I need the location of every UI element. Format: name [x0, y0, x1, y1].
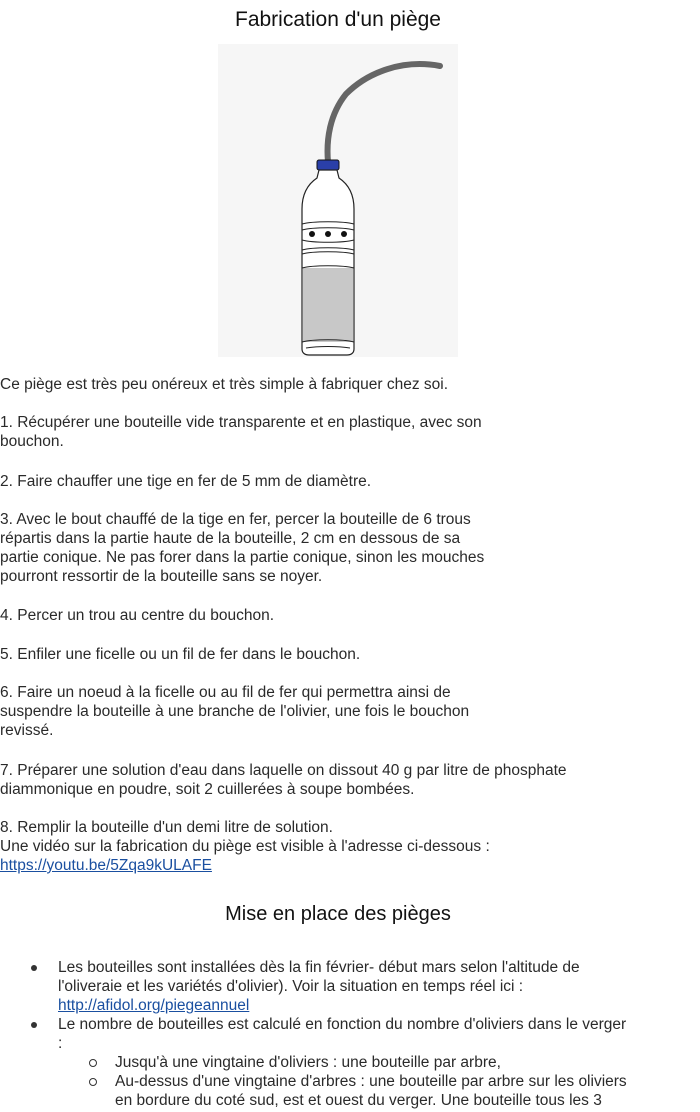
step-1: 1. Récupérer une bouteille vide transparente et en plastique, avec son bouchon. [0, 414, 482, 450]
step-6: 6. Faire un noeud à la ficelle ou au fil de fer qui permettra ainsi de suspendre la bouteille à une branche de l'olivier, une fois le bouchon revissé. [0, 684, 470, 739]
step-5: 5. Enfiler une ficelle ou un fil de fer dans le bouchon. [0, 646, 361, 663]
bullet-icon [31, 965, 37, 971]
section-title: Mise en place des pièges [225, 903, 451, 925]
hole [341, 231, 347, 237]
hole [325, 231, 331, 237]
step-2: 2. Faire chauffer une tige en fer de 5 mm de diamètre. [0, 473, 372, 490]
bottle-trap-drawing [218, 44, 458, 357]
bullet-icon [31, 1022, 37, 1028]
step-4: 4. Percer un trou au centre du bouchon. [0, 607, 275, 624]
sub-list-item: Jusqu'à une vingtaine d'oliviers : une bouteille par arbre, [58, 1053, 690, 1072]
list-item: Les bouteilles sont installées dès la fin février- début mars selon l'altitude de l'oliveraie et les variétés d'olivier). Voir la situation en temps réel ici : http://afidol.org/piegeannuel [0, 958, 690, 1015]
step-3: 3. Avec le bout chauffé de la tige en fer, percer la bouteille de 6 trous répartis dans la partie haute de la bouteille, 2 cm en dessous de sa partie conique. Ne pas forer dans la partie conique, sinon les mouches pourront ressortir de la bouteille sans se noyer. [0, 511, 485, 585]
string-line [328, 64, 440, 162]
sub-list [58, 1053, 690, 1110]
page-title: Fabrication d'un piège [235, 8, 441, 31]
circle-bullet-icon [89, 1078, 97, 1086]
step-8: 8. Remplir la bouteille d'un demi litre de solution. Une vidéo sur la fabrication du piège est visible à l'adresse ci-dessous : https://youtu.be/5Zqa9kULAFE [0, 819, 490, 874]
step-7: 7. Préparer une solution d'eau dans laquelle on dissout 40 g par litre de phosphate diammonique en poudre, soit 2 cuillerées à soupe bombées. [0, 762, 567, 798]
list-item: Le nombre de bouteilles est calculé en fonction du nombre d'oliviers dans le verger : Jusqu'à une vingtaine d'oliviers : une bouteille par arbre, Au-dessus d'une vingtaine d'arbres : une bouteille par arbre sur les oliviers en bordure du coté sud, est et ouest du verger. Une bouteille tous les 3 [0, 1015, 690, 1110]
circle-bullet-icon [89, 1059, 97, 1067]
placement-list [0, 958, 690, 1110]
bottle-cap [317, 160, 339, 170]
sub-list-item: Au-dessus d'une vingtaine d'arbres : une bouteille par arbre sur les oliviers en bordure du coté sud, est et ouest du verger. Une bouteille tous les 3 [58, 1072, 690, 1110]
video-link[interactable]: https://youtu.be/5Zqa9kULAFE [0, 857, 212, 874]
intro-text: Ce piège est très peu onéreux et très simple à fabriquer chez soi. [0, 376, 449, 393]
afidol-link[interactable]: http://afidol.org/piegeannuel [58, 997, 250, 1014]
liquid [303, 268, 353, 342]
hole [309, 231, 315, 237]
bottle-trap-illustration [218, 44, 458, 357]
